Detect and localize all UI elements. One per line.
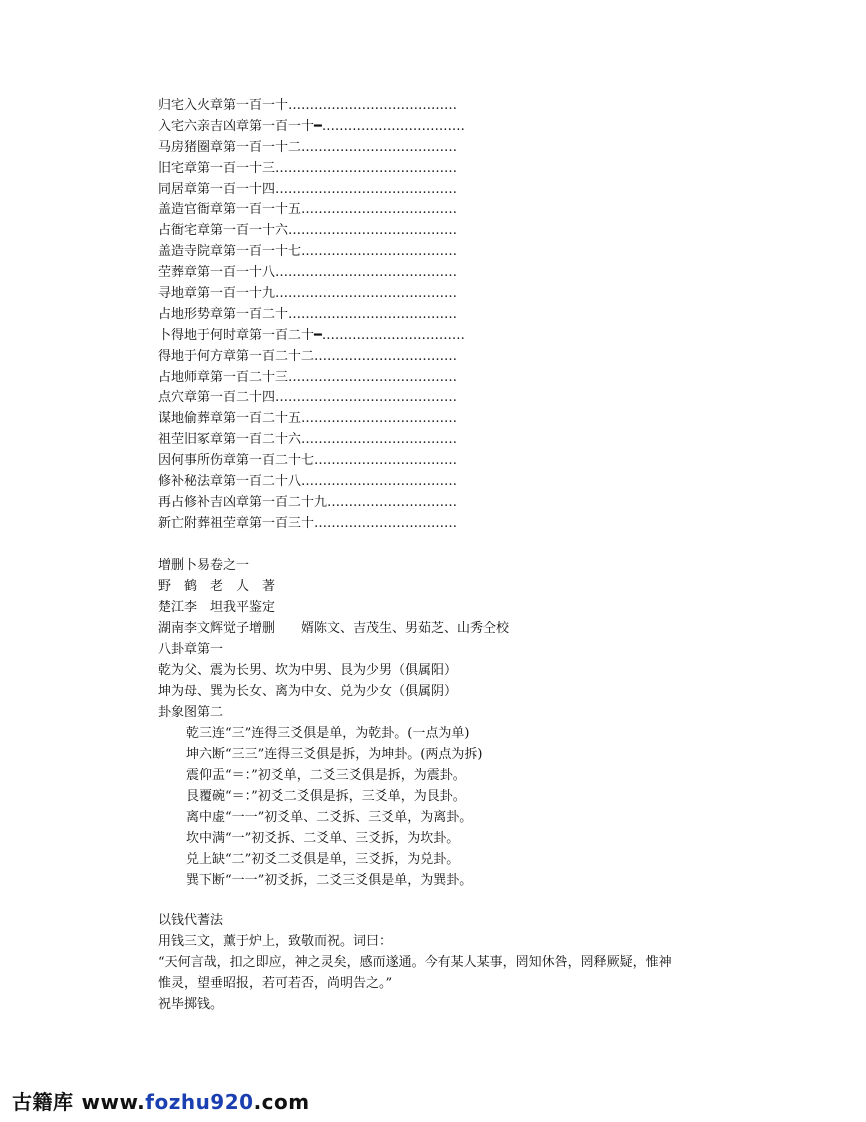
main-text	[158, 555, 758, 1015]
watermark-footer	[12, 1086, 310, 1115]
toc-entry: 同居章第一百一十四……………………………………	[158, 181, 458, 197]
url-prefix: www.	[81, 1090, 146, 1114]
paragraph-line: 用钱三文，薰于炉上，致敬而祝。词曰：	[158, 934, 393, 949]
chapter-title: 八卦章第一	[158, 642, 224, 657]
section-title: 以钱代蓍法	[158, 913, 224, 928]
site-url	[82, 1090, 310, 1114]
paragraph-line: 乾为父、震为长男、坎为中男、艮为少男（俱属阳）	[158, 663, 458, 678]
hexagram-line: 坤六断“三三”连得三爻俱是拆，为坤卦。(两点为拆)	[186, 747, 483, 762]
toc-entry: 因何事所伤章第一百二十七……………………………	[158, 453, 458, 469]
toc-entry: 修补秘法章第一百二十八………………………………	[158, 474, 458, 490]
toc-entry: 占衙宅章第一百一十六…………………………………	[158, 223, 458, 239]
toc-entry: 入宅六亲吉凶章第一百一十━……………………………	[158, 118, 465, 134]
toc-entry: 寻地章第一百一十九……………………………………	[158, 286, 458, 302]
author-line: 野 鹤 老 人 著	[158, 579, 276, 594]
paragraph-line: 坤为母、巽为长女、离为中女、兑为少女（俱属阴）	[158, 684, 458, 699]
site-name: 古籍库	[12, 1090, 74, 1114]
toc-entry: 祖茔旧冢章第一百二十六………………………………	[158, 432, 458, 448]
volume-title: 增删卜易卷之一	[158, 558, 250, 573]
toc-entry: 盖造官衙章第一百一十五………………………………	[158, 202, 458, 218]
toc-entry: 得地于何方章第一百二十二……………………………	[158, 348, 458, 364]
toc-entry: 再占修补吉凶章第一百二十九…………………………	[158, 494, 458, 510]
toc-entry: 旧宅章第一百一十三……………………………………	[158, 160, 458, 176]
hexagram-line: 兑上缺“二”初爻二爻俱是单，三爻拆，为兑卦。	[186, 852, 460, 867]
paragraph-gap	[158, 891, 758, 910]
table-of-contents	[158, 96, 578, 535]
toc-entry: 占地形势章第一百二十…………………………………	[158, 306, 458, 322]
chapter-title: 卦象图第二	[158, 705, 224, 720]
toc-entry: 茔葬章第一百一十八……………………………………	[158, 265, 458, 281]
hexagram-line: 离中虚“一一”初爻单、二爻拆、三爻单，为离卦。	[186, 810, 473, 825]
toc-entry: 马房猪圈章第一百一十二………………………………	[158, 139, 458, 155]
toc-entry: 占地师章第一百二十三…………………………………	[158, 369, 458, 385]
paragraph-line: “天何言哉，扣之即应，神之灵矣，感而遂通。今有某人某事，罔知休咎，罔释厥疑，惟神	[158, 955, 672, 970]
paragraph-line: 祝毕掷钱。	[158, 997, 224, 1012]
toc-entry: 归宅入火章第一百一十…………………………………	[158, 98, 458, 113]
reviser-line: 湖南李文辉觉子增删 婿陈文、吉茂生、男茹芝、山秀仝校	[158, 621, 510, 636]
url-highlight: fozhu920	[145, 1090, 254, 1114]
editor-line: 楚江李 坦我平鉴定	[158, 600, 276, 615]
toc-entry: 新亡附葬祖茔章第一百三十……………………………	[158, 515, 458, 531]
hexagram-line: 艮覆碗“＝：”初爻二爻俱是拆，三爻单，为艮卦。	[186, 789, 466, 804]
toc-entry: 盖造寺院章第一百一十七………………………………	[158, 244, 458, 260]
toc-entry: 卜得地于何时章第一百二十━……………………………	[158, 327, 465, 343]
toc-entry: 谋地偷葬章第一百二十五………………………………	[158, 411, 458, 427]
hexagram-line: 巽下断“一一”初爻拆，二爻三爻俱是单，为巽卦。	[186, 873, 473, 888]
hexagram-line: 乾三连“三”连得三爻俱是单，为乾卦。(一点为单)	[186, 726, 470, 741]
paragraph-line: 惟灵，望垂昭报，若可若否，尚明告之。”	[158, 976, 393, 991]
url-suffix: .com	[253, 1090, 310, 1114]
hexagram-line: 坎中满“一”初爻拆、二爻单、三爻拆，为坎卦。	[186, 831, 460, 846]
toc-entry: 点穴章第一百二十四……………………………………	[158, 390, 458, 406]
hexagram-line: 震仰盂“＝：”初爻单，二爻三爻俱是拆，为震卦。	[186, 768, 466, 783]
